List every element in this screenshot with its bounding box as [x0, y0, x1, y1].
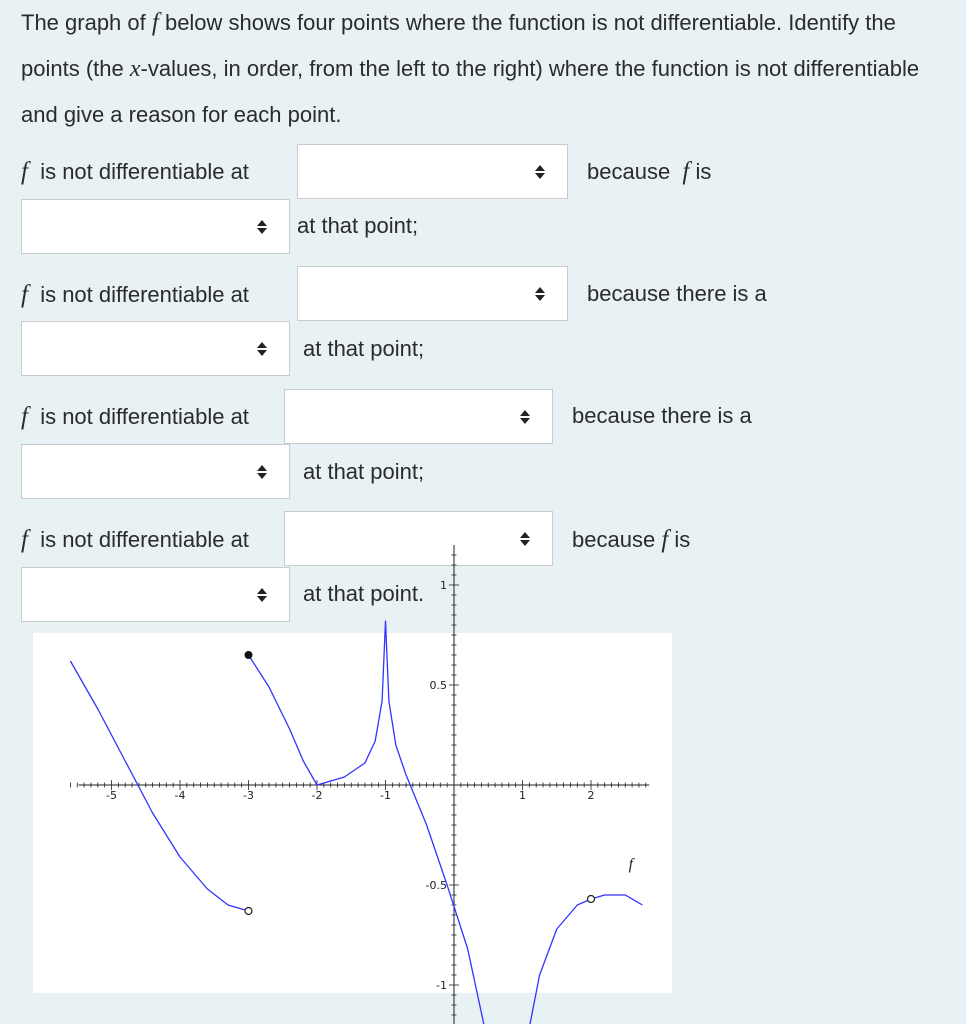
select-arrows-icon	[257, 465, 267, 479]
row4-because-label: because f is	[572, 526, 691, 553]
variable-symbol: x	[129, 56, 141, 82]
row4-reason-select[interactable]	[21, 567, 290, 622]
select-arrows-icon	[257, 588, 267, 602]
row2-because-label: because there is a	[587, 281, 767, 306]
row2-prefix-label: f is not differentiable at	[21, 281, 249, 308]
curve-label: f	[628, 856, 634, 873]
row4-prefix-label: f is not differentiable at	[21, 526, 249, 553]
x-tick-label: -3	[243, 789, 254, 802]
y-tick-label: 1	[440, 579, 447, 592]
open-endpoint	[588, 896, 595, 903]
x-tick-label: 1	[519, 789, 526, 802]
open-endpoint	[245, 908, 252, 915]
x-tick-label: -2	[311, 789, 323, 802]
row1-prefix-label: f is not differentiable at	[21, 158, 249, 185]
row3-x-select[interactable]	[284, 389, 553, 444]
row3-because-label: because there is a	[572, 403, 752, 428]
row2-suffix-label: at that point;	[303, 336, 425, 361]
y-tick-label: -0.5	[425, 879, 447, 892]
row3-prefix-label: f is not differentiable at	[21, 403, 249, 430]
x-tick-label: 2	[587, 789, 595, 802]
row2-x-select[interactable]	[297, 266, 568, 321]
question-text: The graph of f below shows four points where the function is not differentiable. Identify the points (the x-values, in order, from the left to the right) where the function is not differentiable and give a reason for each point.	[21, 9, 920, 127]
curve-segment-4	[591, 895, 642, 905]
function-symbol: f	[151, 9, 159, 36]
select-arrows-icon	[520, 532, 530, 546]
row4-suffix-label: at that point.	[303, 581, 425, 606]
closed-endpoint	[245, 652, 252, 659]
select-arrows-icon	[257, 342, 267, 356]
row3-reason-select[interactable]	[21, 444, 290, 499]
y-tick-label: 0.5	[429, 679, 447, 692]
x-tick-label: -4	[174, 789, 186, 802]
row1-x-select[interactable]	[297, 144, 568, 199]
row4-x-select[interactable]	[284, 511, 553, 566]
x-tick-label: -1	[380, 789, 391, 802]
row3-suffix-label: at that point;	[303, 459, 425, 484]
select-arrows-icon	[257, 220, 267, 234]
x-tick-label: -5	[106, 789, 117, 802]
select-arrows-icon	[520, 410, 530, 424]
row1-reason-select[interactable]	[21, 199, 290, 254]
row1-because-label: because f is	[587, 158, 712, 185]
select-arrows-icon	[535, 287, 545, 301]
row1-suffix-label: at that point;	[297, 213, 419, 238]
curve-segment-2	[249, 655, 318, 785]
y-tick-label: -1	[436, 979, 447, 992]
select-arrows-icon	[535, 165, 545, 179]
row2-reason-select[interactable]	[21, 321, 290, 376]
